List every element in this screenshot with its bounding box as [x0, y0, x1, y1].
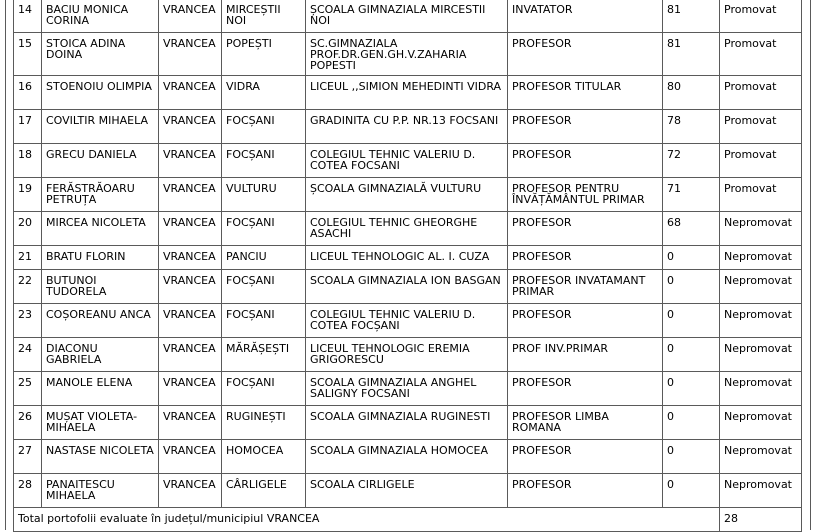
row-number-cell: 17 [14, 110, 42, 144]
outer-border-right [810, 0, 811, 530]
row-number-cell: 21 [14, 246, 42, 270]
locality-cell: MĂRĂȘEȘTI [222, 338, 306, 372]
status-cell: Nepromovat [720, 474, 802, 508]
table-row [14, 270, 802, 304]
county-cell: VRANCEA [159, 178, 222, 212]
row-number-cell: 16 [14, 76, 42, 110]
table-row [14, 33, 802, 76]
school-name-cell: COLEGIUL TEHNIC GHEORGHE ASACHI [306, 212, 508, 246]
row-number-cell: 24 [14, 338, 42, 372]
table-row [14, 338, 802, 372]
score-cell: 81 [663, 0, 720, 33]
school-name-cell: LICEUL TEHNOLOGIC AL. I. CUZA [306, 246, 508, 270]
teacher-name-cell: COVILTIR MIHAELA [42, 110, 159, 144]
score-cell: 68 [663, 212, 720, 246]
score-cell: 72 [663, 144, 720, 178]
status-cell: Promovat [720, 178, 802, 212]
score-cell: 0 [663, 406, 720, 440]
score-cell: 80 [663, 76, 720, 110]
status-cell: Nepromovat [720, 304, 802, 338]
locality-cell: CÂRLIGELE [222, 474, 306, 508]
county-cell: VRANCEA [159, 406, 222, 440]
locality-cell: FOCȘANI [222, 110, 306, 144]
county-cell: VRANCEA [159, 338, 222, 372]
teacher-name-cell: MANOLE ELENA [42, 372, 159, 406]
table-row [14, 0, 802, 33]
locality-cell: FOCȘANI [222, 212, 306, 246]
position-cell: PROFESOR [508, 474, 663, 508]
school-name-cell: GRADINITA CU P.P. NR.13 FOCSANI [306, 110, 508, 144]
position-cell: PROFESOR LIMBA ROMANA [508, 406, 663, 440]
total-value: 28 [720, 508, 802, 532]
total-label: Total portofolii evaluate în județul/municipiul VRANCEA [14, 508, 720, 532]
table-row [14, 110, 802, 144]
row-number-cell: 27 [14, 440, 42, 474]
position-cell: PROFESOR [508, 110, 663, 144]
county-cell: VRANCEA [159, 212, 222, 246]
county-cell: VRANCEA [159, 270, 222, 304]
position-cell: PROFESOR PENTRU ÎNVĂȚĂMÂNTUL PRIMAR [508, 178, 663, 212]
locality-cell: VIDRA [222, 76, 306, 110]
school-name-cell: ȘCOALA GIMNAZIALĂ VULTURU [306, 178, 508, 212]
county-cell: VRANCEA [159, 372, 222, 406]
status-cell: Promovat [720, 33, 802, 76]
teacher-name-cell: FERĂSTRĂOARU PETRUȚA [42, 178, 159, 212]
school-name-cell: SCOALA CIRLIGELE [306, 474, 508, 508]
score-cell: 0 [663, 372, 720, 406]
locality-cell: FOCȘANI [222, 144, 306, 178]
status-cell: Promovat [720, 76, 802, 110]
table-row [14, 440, 802, 474]
table-row [14, 406, 802, 440]
county-cell: VRANCEA [159, 0, 222, 33]
status-cell: Nepromovat [720, 440, 802, 474]
status-cell: Promovat [720, 110, 802, 144]
status-cell: Nepromovat [720, 212, 802, 246]
teacher-name-cell: DIACONU GABRIELA [42, 338, 159, 372]
school-name-cell: LICEUL ,,SIMION MEHEDINTI VIDRA [306, 76, 508, 110]
row-number-cell: 20 [14, 212, 42, 246]
score-cell: 0 [663, 338, 720, 372]
locality-cell: HOMOCEA [222, 440, 306, 474]
school-name-cell: LICEUL TEHNOLOGIC EREMIA GRIGORESCU [306, 338, 508, 372]
school-name-cell: SC.GIMNAZIALA PROF.DR.GEN.GH.V.ZAHARIA POPESTI [306, 33, 508, 76]
row-number-cell: 15 [14, 33, 42, 76]
position-cell: PROFESOR INVATAMANT PRIMAR [508, 270, 663, 304]
status-cell: Nepromovat [720, 372, 802, 406]
table-row [14, 178, 802, 212]
results-table [13, 0, 802, 532]
score-cell: 71 [663, 178, 720, 212]
teacher-name-cell: STOENOIU OLIMPIA [42, 76, 159, 110]
position-cell: PROFESOR [508, 33, 663, 76]
county-cell: VRANCEA [159, 246, 222, 270]
school-name-cell: COLEGIUL TEHNIC VALERIU D. COTEA FOCSANI [306, 144, 508, 178]
table-row [14, 474, 802, 508]
score-cell: 0 [663, 304, 720, 338]
locality-cell: FOCȘANI [222, 270, 306, 304]
position-cell: INVATATOR [508, 0, 663, 33]
row-number-cell: 25 [14, 372, 42, 406]
county-cell: VRANCEA [159, 144, 222, 178]
row-number-cell: 26 [14, 406, 42, 440]
row-number-cell: 18 [14, 144, 42, 178]
status-cell: Promovat [720, 144, 802, 178]
score-cell: 81 [663, 33, 720, 76]
position-cell: PROFESOR [508, 372, 663, 406]
status-cell: Nepromovat [720, 270, 802, 304]
teacher-name-cell: GRECU DANIELA [42, 144, 159, 178]
table-row [14, 76, 802, 110]
row-number-cell: 19 [14, 178, 42, 212]
teacher-name-cell: STOICA ADINA DOINA [42, 33, 159, 76]
teacher-name-cell: BRATU FLORIN [42, 246, 159, 270]
teacher-name-cell: BACIU MONICA CORINA [42, 0, 159, 33]
row-number-cell: 28 [14, 474, 42, 508]
status-cell: Nepromovat [720, 406, 802, 440]
school-name-cell: COLEGIUL TEHNIC VALERIU D. COTEA FOCȘANI [306, 304, 508, 338]
locality-cell: FOCȘANI [222, 304, 306, 338]
county-cell: VRANCEA [159, 76, 222, 110]
school-name-cell: ȘCOALA GIMNAZIALA MIRCESTII NOI [306, 0, 508, 33]
locality-cell: PANCIU [222, 246, 306, 270]
locality-cell: VULTURU [222, 178, 306, 212]
position-cell: PROF INV.PRIMAR [508, 338, 663, 372]
position-cell: PROFESOR [508, 144, 663, 178]
status-cell: Promovat [720, 0, 802, 33]
score-cell: 0 [663, 270, 720, 304]
score-cell: 0 [663, 246, 720, 270]
locality-cell: POPEȘTI [222, 33, 306, 76]
locality-cell: FOCȘANI [222, 372, 306, 406]
teacher-name-cell: MIRCEA NICOLETA [42, 212, 159, 246]
status-cell: Nepromovat [720, 338, 802, 372]
county-cell: VRANCEA [159, 474, 222, 508]
score-cell: 0 [663, 440, 720, 474]
teacher-name-cell: NASTASE NICOLETA [42, 440, 159, 474]
county-cell: VRANCEA [159, 304, 222, 338]
status-cell: Nepromovat [720, 246, 802, 270]
county-cell: VRANCEA [159, 33, 222, 76]
score-cell: 0 [663, 474, 720, 508]
position-cell: PROFESOR [508, 212, 663, 246]
score-cell: 78 [663, 110, 720, 144]
position-cell: PROFESOR [508, 440, 663, 474]
teacher-name-cell: COȘOREANU ANCA [42, 304, 159, 338]
teacher-name-cell: MUȘAT VIOLETA-MIHAELA [42, 406, 159, 440]
school-name-cell: SCOALA GIMNAZIALA ANGHEL SALIGNY FOCSANI [306, 372, 508, 406]
teacher-name-cell: PANAITESCU MIHAELA [42, 474, 159, 508]
row-number-cell: 23 [14, 304, 42, 338]
row-number-cell: 22 [14, 270, 42, 304]
table-row [14, 246, 802, 270]
school-name-cell: SCOALA GIMNAZIALA HOMOCEA [306, 440, 508, 474]
table-row [14, 372, 802, 406]
position-cell: PROFESOR [508, 246, 663, 270]
table-row [14, 144, 802, 178]
row-number-cell: 14 [14, 0, 42, 33]
table-row [14, 304, 802, 338]
locality-cell: MIRCEȘTII NOI [222, 0, 306, 33]
results-body [14, 0, 802, 532]
outer-border-left [5, 0, 6, 530]
table-row [14, 212, 802, 246]
position-cell: PROFESOR TITULAR [508, 76, 663, 110]
county-cell: VRANCEA [159, 440, 222, 474]
school-name-cell: SCOALA GIMNAZIALA RUGINESTI [306, 406, 508, 440]
county-cell: VRANCEA [159, 110, 222, 144]
position-cell: PROFESOR [508, 304, 663, 338]
total-row [14, 508, 802, 532]
locality-cell: RUGINEȘTI [222, 406, 306, 440]
teacher-name-cell: BUTUNOI TUDORELA [42, 270, 159, 304]
school-name-cell: SCOALA GIMNAZIALA ION BASGAN [306, 270, 508, 304]
